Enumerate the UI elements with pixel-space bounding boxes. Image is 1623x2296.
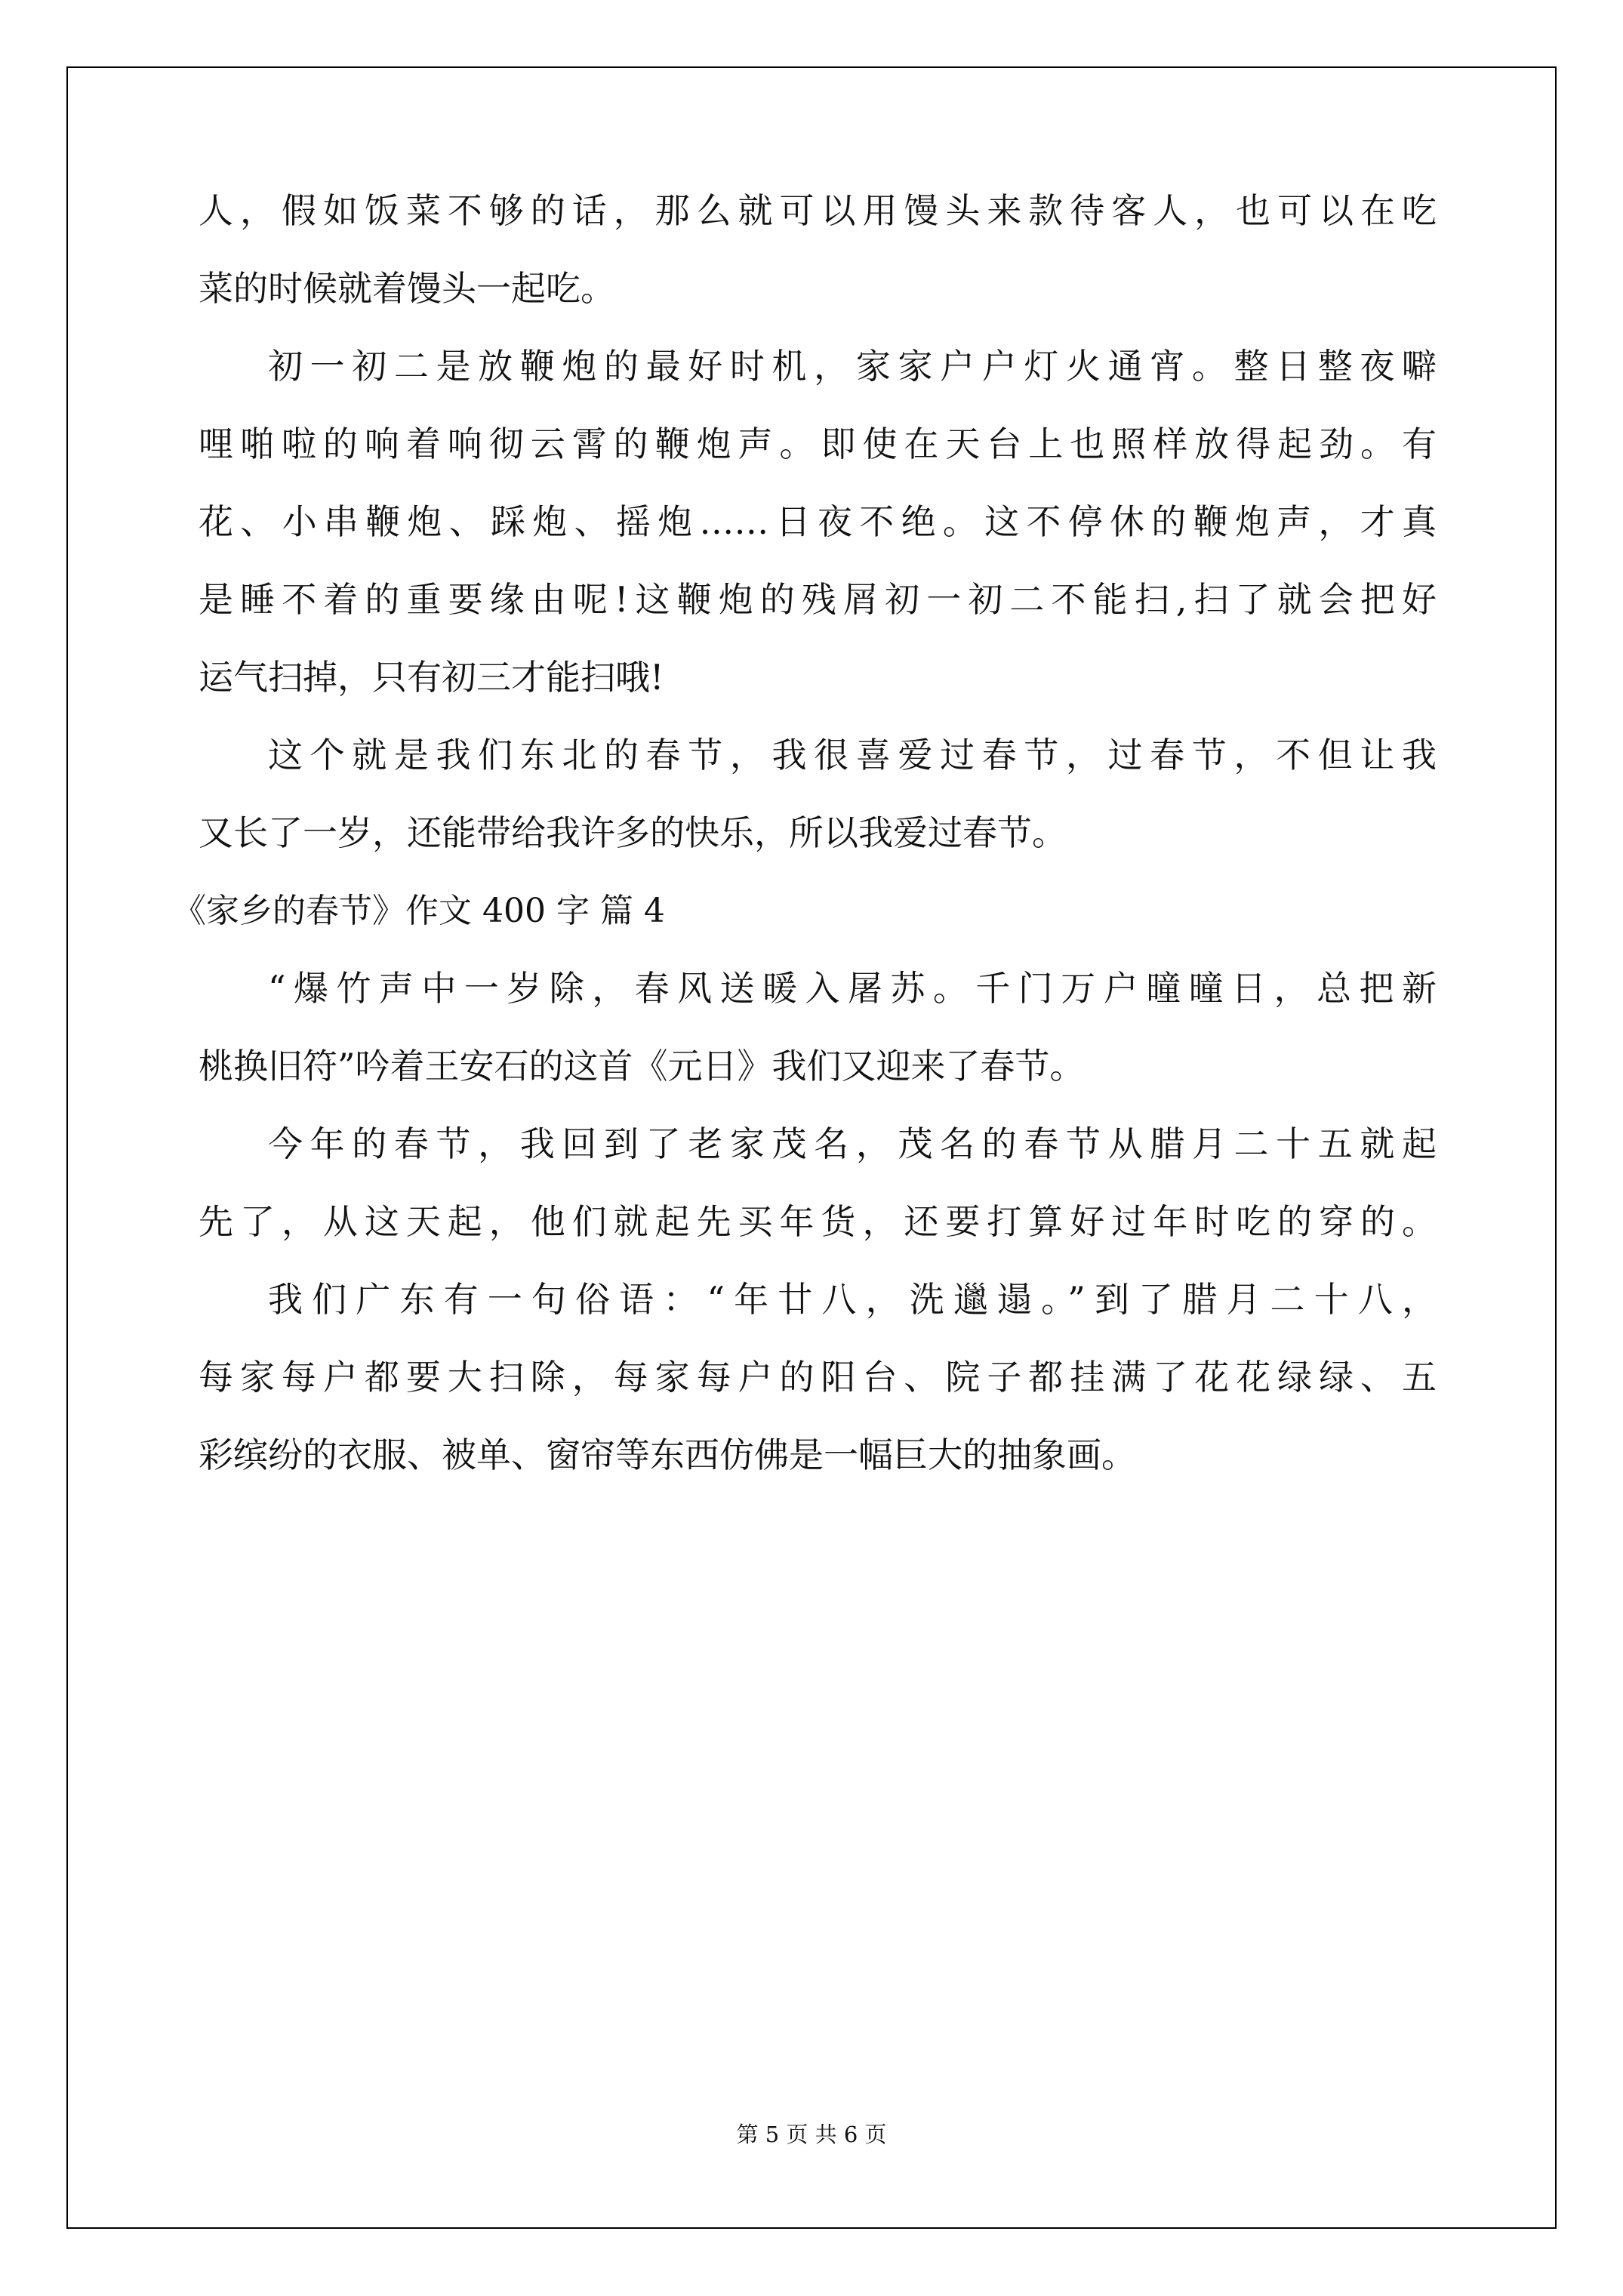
paragraph bbox=[199, 1261, 1437, 1494]
document-body bbox=[173, 172, 1437, 1494]
text-line: 彩缤纷的衣服、被单、窗帘等东西仿佛是一幅巨大的抽象画。 bbox=[199, 1435, 1136, 1475]
text-line: 桃换旧符”吟着王安石的这首《元日》我们又迎来了春节。 bbox=[199, 1046, 1085, 1086]
text-line: 这个就是我们东北的春节，我很喜爱过春节，过春节，不但让我 bbox=[268, 735, 1437, 775]
text-line: 是睡不着的重要缘由呢!这鞭炮的残屑初一初二不能扫,扫了就会把好 bbox=[199, 579, 1437, 620]
text-line: 花、小串鞭炮、踩炮、摇炮……日夜不绝。这不停休的鞭炮声，才真 bbox=[199, 501, 1437, 542]
paragraph bbox=[199, 328, 1437, 717]
text-line: 我们广东有一句俗语：“年廿八，洗邋遢。”到了腊月二十八， bbox=[268, 1279, 1437, 1320]
paragraph bbox=[199, 950, 1437, 1105]
paragraph bbox=[199, 717, 1437, 872]
page-number-footer: 第 5 页 共 6 页 bbox=[736, 2122, 887, 2147]
section-heading: 《家乡的春节》作文 400 字 篇 4 bbox=[173, 892, 665, 930]
text-line: 人，假如饭菜不够的话，那么就可以用馒头来款待客人，也可以在吃 bbox=[199, 190, 1437, 231]
text-line: 先了，从这天起，他们就起先买年货，还要打算好过年时吃的穿的。 bbox=[199, 1201, 1437, 1242]
text-line: 哩啪啦的响着响彻云霄的鞭炮声。即使在天台上也照样放得起劲。有 bbox=[199, 424, 1437, 464]
text-line: 又长了一岁，还能带给我许多的快乐，所以我爱过春节。 bbox=[199, 812, 1067, 853]
text-line: 每家每户都要大扫除，每家每户的阳台、院子都挂满了花花绿绿、五 bbox=[199, 1357, 1437, 1398]
paragraph bbox=[199, 172, 1437, 328]
text-line: 菜的时候就着馒头一起吃。 bbox=[199, 268, 615, 309]
text-line: 今年的春节，我回到了老家茂名，茂名的春节从腊月二十五就起 bbox=[268, 1123, 1437, 1164]
text-line: “爆竹声中一岁除，春风送暖入屠苏。千门万户曈曈日，总把新 bbox=[268, 968, 1437, 1009]
text-line: 初一初二是放鞭炮的最好时机，家家户户灯火通宵。整日整夜噼 bbox=[268, 346, 1437, 387]
paragraph bbox=[199, 1105, 1437, 1261]
text-line: 运气扫掉，只有初三才能扫哦! bbox=[199, 657, 664, 698]
